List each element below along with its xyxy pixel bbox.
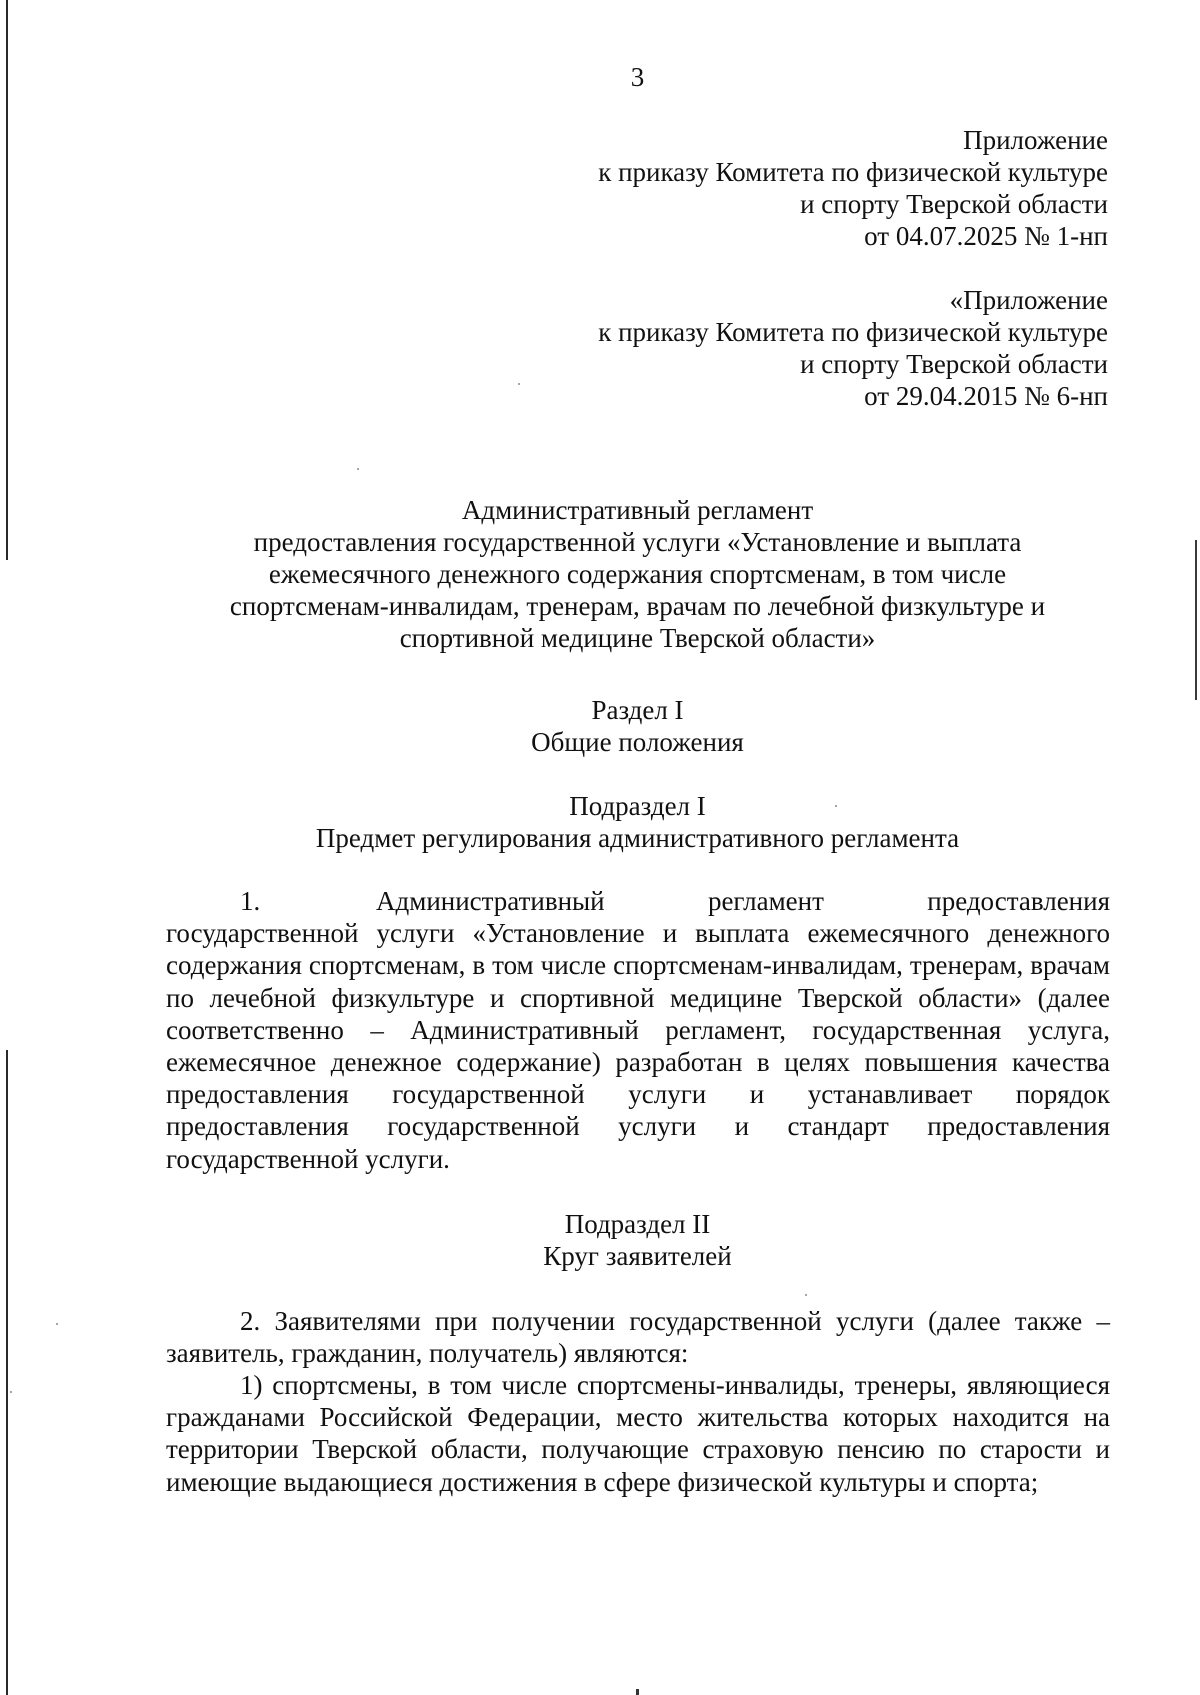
- appendix-previous-line: от 29.04.2015 № 6-нп: [864, 381, 1108, 411]
- paragraph-text: 1) спортсмены, в том числе спортсмены-инвалиды, тренеры, являющиеся гражданами Российской Федерации, место жительства которых находится на территории Тверской области, получающие страховую пенсию по старости и имеющие выдающиеся достижения в сфере физической культуры и спорта;: [166, 1370, 1110, 1497]
- scan-bottom-mark: [636, 1689, 639, 1695]
- title-line: Административный регламент: [461, 495, 814, 525]
- paragraph-2: [166, 1305, 1110, 1369]
- paragraph-2-item-1: [166, 1369, 1110, 1498]
- paragraph-1: [166, 885, 1110, 1175]
- paragraph-text: 2. Заявителями при получении государственной услуги (далее также – заявитель, гражданин, получатель) являются:: [166, 1306, 1110, 1369]
- subsection-label: Подраздел I: [569, 791, 706, 821]
- section-name: Общие положения: [531, 727, 744, 757]
- title-line: спортсменам-инвалидам, тренерам, врачам по лечебной физкультуре и: [229, 591, 1046, 621]
- scan-speck: [56, 1323, 58, 1325]
- appendix-previous-line: «Приложение: [949, 285, 1108, 315]
- appendix-current-line: и спорту Тверской области: [800, 189, 1108, 219]
- scan-speck: [805, 1294, 807, 1296]
- subsection-label: Подраздел II: [564, 1209, 711, 1239]
- appendix-previous-line: и спорту Тверской области: [800, 349, 1108, 379]
- appendix-current-line: Приложение: [963, 125, 1108, 155]
- scan-speck: [518, 383, 520, 385]
- subsection-heading-2: [150, 1208, 1125, 1272]
- appendix-current: [598, 124, 1108, 252]
- title-line: спортивной медицине Тверской области»: [399, 623, 876, 653]
- paragraph-text: Административный регламент предоставления государственной услуги «Установление и выплата ежемесячного денежного содержания спортсменам, в том числе спортсменам-инвалидам, тренерам, врачам по лечебной физкультуре и спортивной медицине Тверской области» (далее соответственно – Административный регламент, государственная услуга, ежемесячное денежное содержание) разработан в целях повышения качества предоставления государственной услуги и устанавливает порядок предоставления государственной услуги и стандарт предоставления государственной услуги.: [166, 886, 1110, 1174]
- subsection-name: Предмет регулирования административного регламента: [315, 823, 960, 853]
- subsection-name: Круг заявителей: [543, 1241, 732, 1271]
- appendix-current-line: к приказу Комитета по физической культуре: [598, 157, 1108, 187]
- subsection-heading-1: [150, 790, 1125, 854]
- scan-edge-left-lower: [6, 1050, 8, 1695]
- page-number: 3: [630, 62, 645, 92]
- appendix-previous: [598, 284, 1108, 412]
- document-title: [150, 494, 1125, 654]
- section-label: Раздел I: [591, 695, 684, 725]
- title-line: ежемесячного денежного содержания спортсменам, в том числе: [268, 559, 1007, 589]
- paragraph-number: 1.: [240, 886, 261, 916]
- appendix-current-line: от 04.07.2025 № 1-нп: [864, 221, 1108, 251]
- scan-speck: [357, 468, 359, 470]
- title-line: предоставления государственной услуги «Установление и выплата: [253, 527, 1022, 557]
- section-heading: [150, 694, 1125, 758]
- scan-speck: [10, 1391, 12, 1393]
- appendix-previous-line: к приказу Комитета по физической культуре: [598, 317, 1108, 347]
- scan-edge-right: [1195, 540, 1197, 700]
